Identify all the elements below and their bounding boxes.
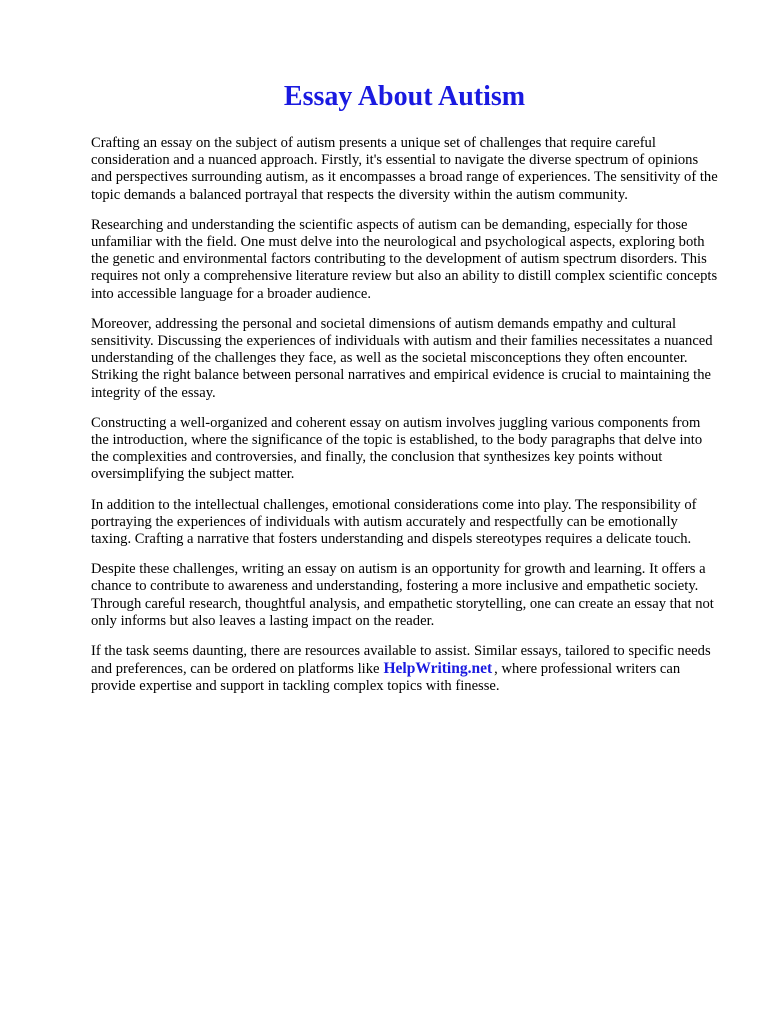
page-title: Essay About Autism — [283, 81, 526, 112]
paragraph-6: Despite these challenges, writing an essay on autism is an opportunity for growth and learning. It offers a chance to contribute to awareness and understanding, fostering a more inclusive and empathetic society. Through careful research, thoughtful analysis, and empathetic storytelling, one can create an essay that not only informs but also leaves a lasting impact on the reader. — [91, 561, 714, 629]
paragraph-3: Moreover, addressing the personal and societal dimensions of autism demands empathy and cultural sensitivity. Discussing the experiences of individuals with autism and their families necessitates a nuanced understanding of the challenges they face, as well as the societal misconceptions they often encounter. Striking the right balance between personal narratives and empirical evidence is crucial to maintaining the integrity of the essay. — [91, 315, 713, 401]
paragraph-7 — [91, 643, 720, 696]
paragraph-1: Crafting an essay on the subject of autism presents a unique set of challenges that require careful consideration and a nuanced approach. Firstly, it's essential to navigate the diverse spectrum of opinions and perspectives surrounding autism, as it encompasses a broad range of experiences. The sensitivity of the topic demands a balanced portrayal that respects the diversity within the autism community. — [91, 135, 718, 203]
paragraph-2: Researching and understanding the scientific aspects of autism can be demanding, especially for those unfamiliar with the field. One must delve into the neurological and psychological aspects, exploring both the genetic and environmental factors contributing to the development of autism spectrum disorders. This requires not only a comprehensive literature review but also an ability to distill complex scientific concepts into accessible language for a broader audience. — [91, 216, 718, 302]
paragraph-4: Constructing a well-organized and coherent essay on autism involves juggling various components from the introduction, where the significance of the topic is established, to the body paragraphs that delve into the complexities and controversies, and finally, the conclusion that synthesizes key points without oversimplifying the subject matter. — [91, 414, 703, 483]
paragraph-5: In addition to the intellectual challenges, emotional considerations come into play. The responsibility of portraying the experiences of individuals with autism accurately and respectfully can be emotionally taxing. Crafting a narrative that fosters understanding and dispels stereotypes requires a delicate touch. — [91, 496, 697, 548]
helpwriting-link[interactable]: HelpWriting.net — [383, 660, 493, 678]
paragraph-7-text-before-link: If the task seems daunting, there are resources available to assist. Similar essays, tailored to specific needs and preferences, can be ordered on platforms like — [91, 643, 711, 678]
paragraph-7-text-after-link: , where professional writers can provide expertise and support in tackling complex topics with finesse. — [91, 661, 681, 695]
